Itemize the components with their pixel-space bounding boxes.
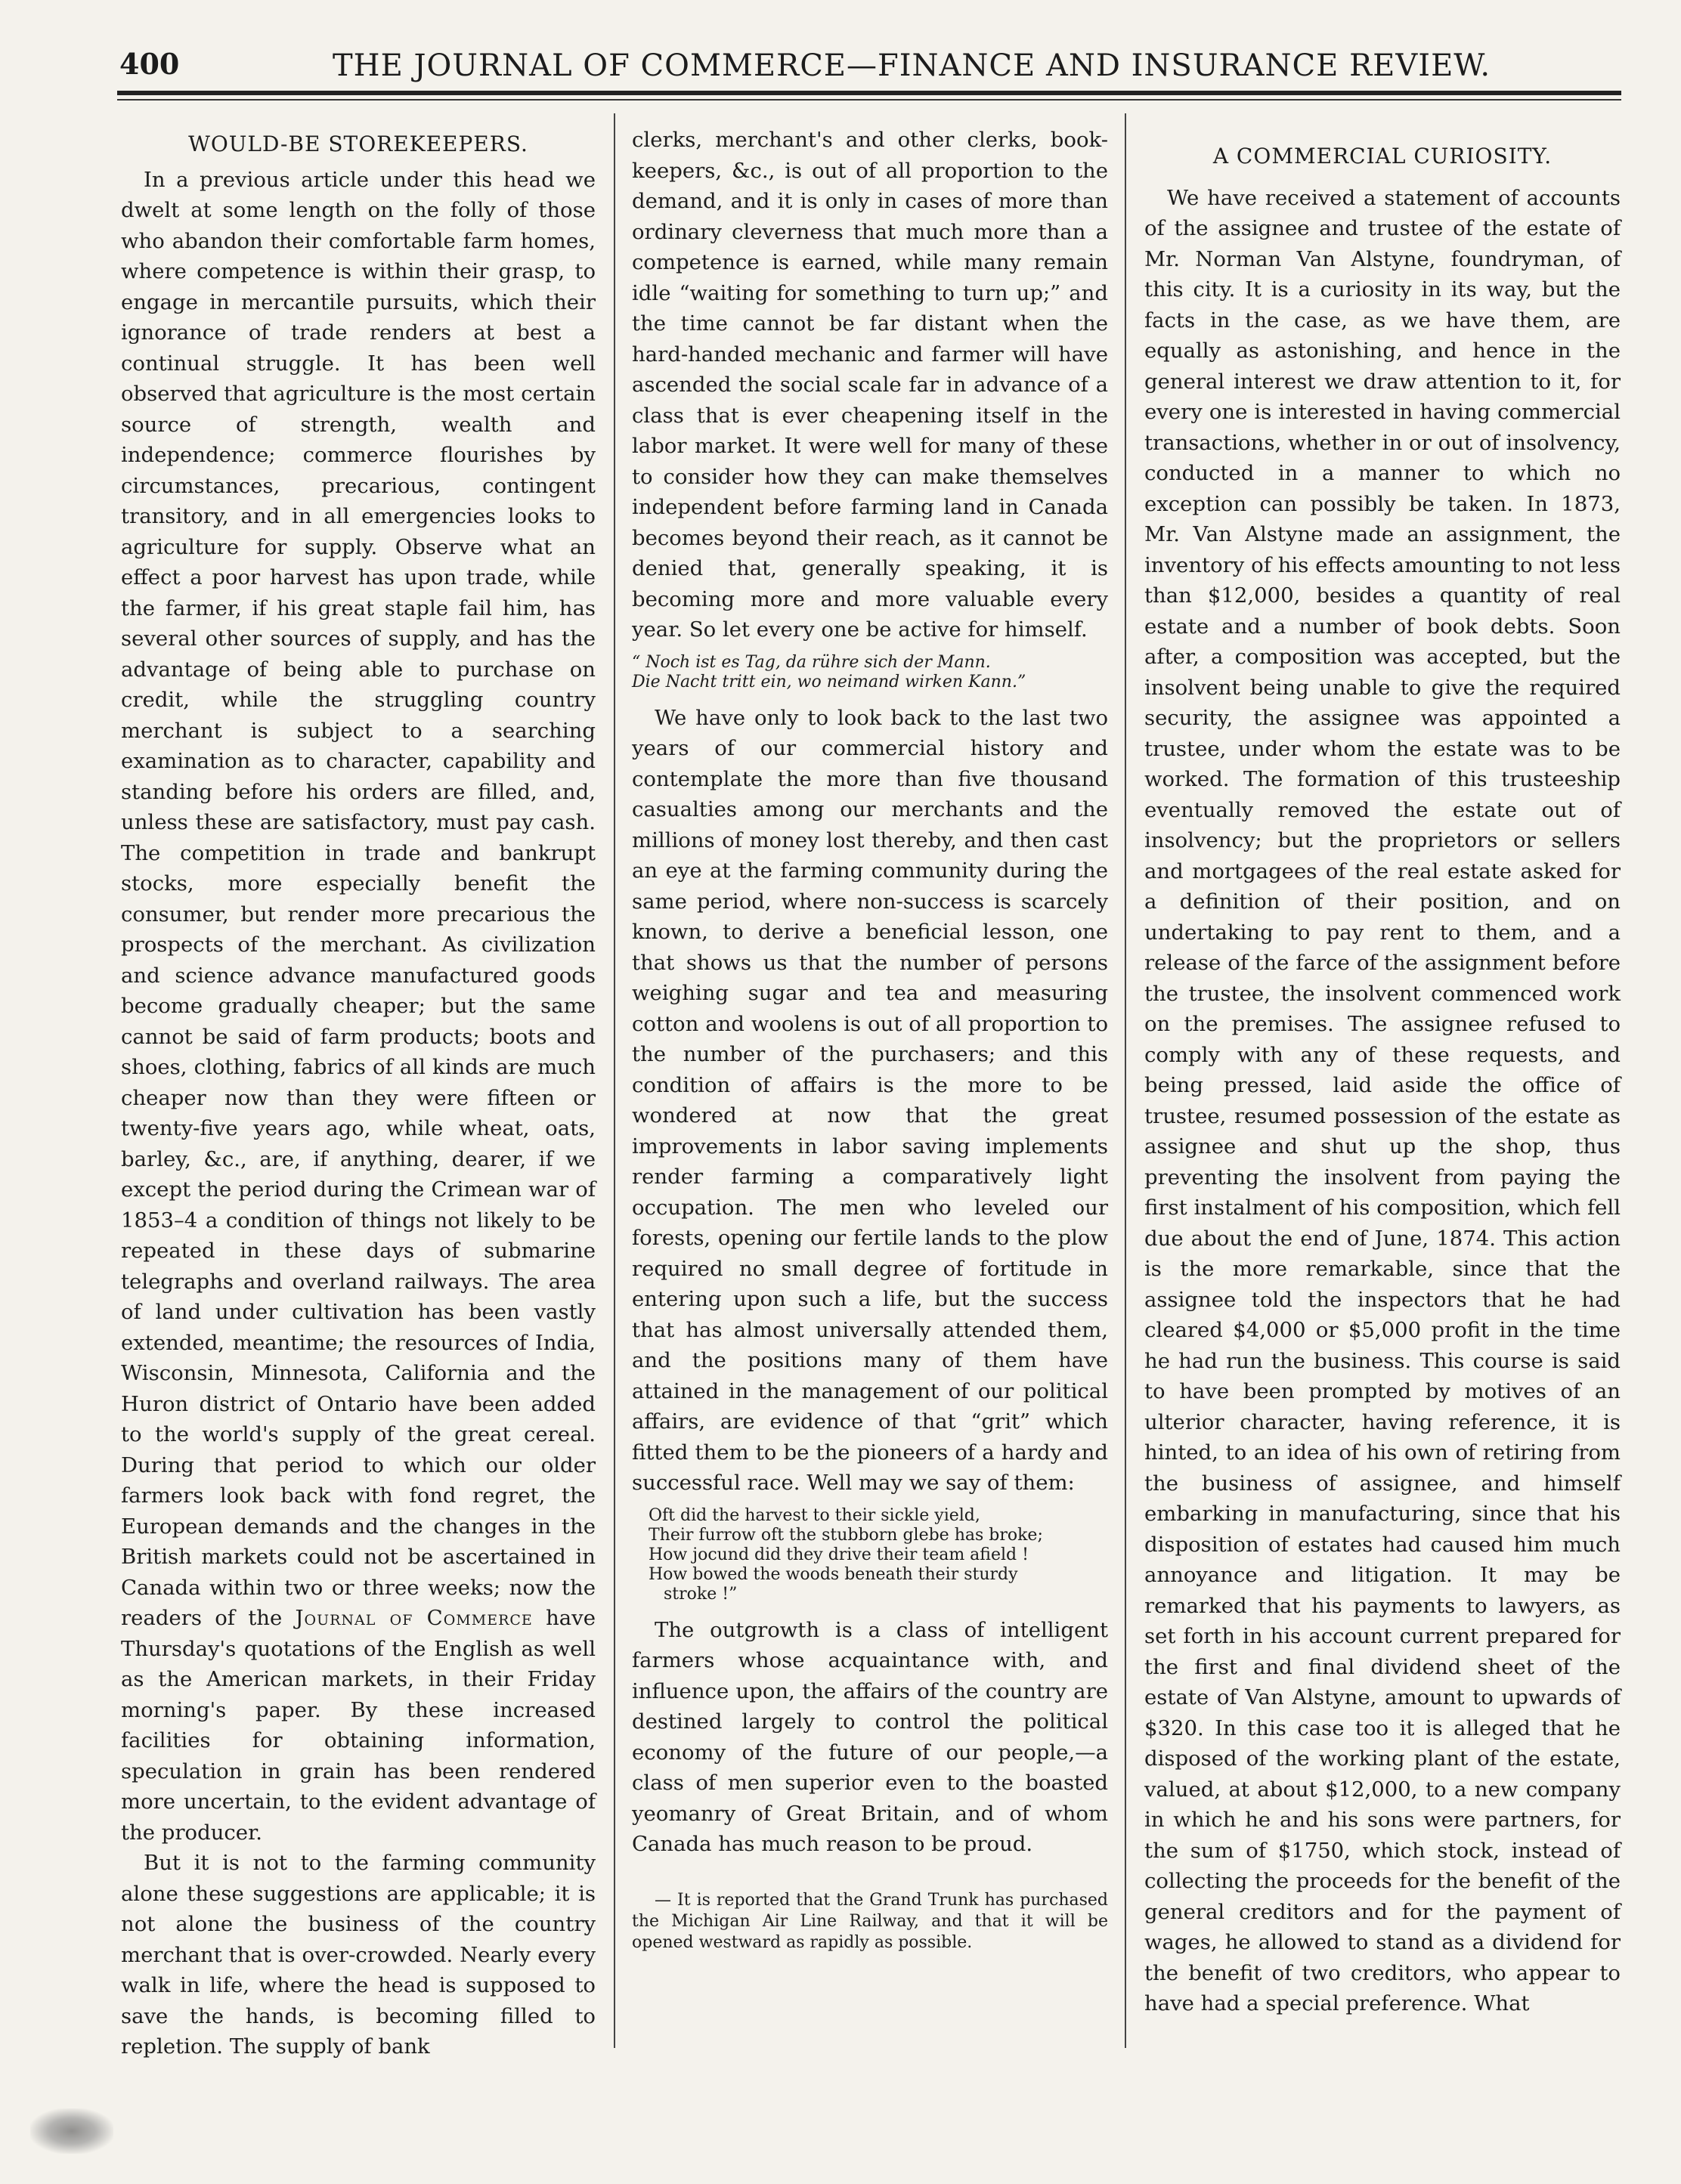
- article-paragraph: The outgrowth is a class of intelligent farmers whose acquaintance with, and influence upon, the affairs of the country are destined largely to control the political economy of the future of our people,—a class of men superior even to the boasted yeomanry of Great Britain, and of whom Canada has much reason to be proud.: [632, 1617, 1108, 1856]
- german-quote: “ Noch ist es Tag, da rühre sich der Mann. Die Nacht tritt ein, wo neimand wirken Kann.”: [632, 652, 1026, 691]
- page-number: 400: [119, 47, 180, 81]
- poem-quote: Oft did the harvest to their sickle yield, Their furrow oft the stubborn glebe has broke; How jocund did they drive their team afield ! How bowed the woods beneath their sturdy stroke !”: [649, 1505, 1043, 1604]
- article-paragraph: We have received a statement of accounts of the assignee and trustee of the estate of Mr. Norman Van Alstyne, foundryman, of this city. It is a curiosity in its way, but the facts in the case, as we have them, are equally as astonishing, and hence in the general interest we draw attention to it, for every one is interested in having commercial transactions, whether in or out of insolvency, conducted in a manner to which no exception can possibly be taken. In 1873, Mr. Van Alstyne made an assignment, the inventory of his effects amounting to not less than $12,000, besides a quantity of real estate and a number of book debts. Soon after, a composition was accepted, but the insolvent being unable to give the required security, the assignee was appointed a trustee, under whom the estate was to be worked. The formation of this trusteeship eventually removed the estate out of insolvency; but the proprietors or sellers and mortgagees of the real estate asked for a definition of their position, and on undertaking to pay rent to them, and a release of the farce of the assignment before the trustee, the insolvent commenced work on the premises. The assignee refused to comply with any of these requests, and being pressed, laid aside the office of trustee, resumed possession of the estate as assignee and shut up the shop, thus preventing the insolvent from paying the first instalment of his composition, which fell due about the end of June, 1874. This action is the more remarkable, since that the assignee told the inspectors that he had cleared $4,000 or $5,000 profit in the time he had run the business. This course is said to have been prompted by motives of an ulterior character, having reference, it is hinted, to an idea of his own of retiring from the business of assignee, and himself embarking in manufacturing, since that his disposition of estates had caused him much annoyance and litigation. It may be remarked that his payments to lawyers, as set forth in his account current prepared for the first and final dividend sheet of the estate of Van Alstyne, amount to upwards of $320. In this case too it is alleged that he disposed of the working plant of the estate, valued, at about $12,000, to a new company in which he and his sons were partners, for the sum of $1750, which stock, instead of collecting the proceeds for the benefit of the general creditors and for the payment of wages, he allowed to stand as a dividend for the benefit of two creditors, who appear to have had a special preference. What: [1144, 185, 1621, 2015]
- header-rule: [117, 91, 1621, 95]
- news-note: — It is reported that the Grand Trunk has purchased the Michigan Air Line Railway, and that it will be opened westward as rapidly as possible.: [632, 1890, 1108, 1952]
- column-2: [632, 125, 1108, 1954]
- article-paragraph: But it is not to the farming community alone these suggestions are applicable; it is not alone the business of the country merchant that is over-crowded. Nearly every walk in life, where the head is supposed to save the hands, is becoming filled to repletion. The supply of bank: [121, 1851, 596, 2059]
- article-paragraph: We have only to look back to the last two years of our commercial history and contemplate the more than five thousand casualties among our merchants and the millions of money lost thereby, and then cast an eye at the farming community during the same period, where non-success is scarcely known, to derive a beneficial lesson, one that shows us that the number of persons weighing sugar and tea and measuring cotton and woolens is out of all proportion to the number of the purchasers; and this condition of affairs is the more to be wondered at now that the great improvements in labor saving implements render farming a comparatively light occupation. The men who leveled our forests, opening our fertile lands to the plow required no small degree of fortitude in entering upon such a life, but the success that has almost universally attended them, and the positions many of them have attained in the management of our political affairs, are evidence of that “grit” which fitted them to be the pioneers of a hardy and successful race. Well may we say of them:: [632, 705, 1108, 1495]
- journal-name: Journal of Commerce: [295, 1606, 533, 1630]
- ink-blot: [30, 2108, 113, 2154]
- running-title: THE JOURNAL OF COMMERCE—FINANCE AND INSURANCE REVIEW.: [333, 48, 1491, 83]
- column-divider: [614, 113, 615, 2048]
- article-title: WOULD-BE STOREKEEPERS.: [188, 131, 528, 156]
- article-paragraph: In a previous article under this head we dwelt at some length on the folly of those who abandon their comfortable farm homes, where competence is within their grasp, to engage in mercantile pursuits, which their ignorance of trade renders at best a continual struggle. It has been well observed that agriculture is the most certain source of strength, wealth and independence; commerce flourishes by circumstances, precarious, contingent transitory, and in all emergencies looks to agriculture for supply. Observe what an effect a poor harvest has upon trade, while the farmer, if his great staple fail him, has several other sources of supply, and has the advantage of being able to purchase on credit, while the struggling country merchant is subject to a searching examination as to character, capability and standing before his orders are filled, and, unless these are satisfactory, must pay cash. The competition in trade and bankrupt stocks, more especially benefit the consumer, but render more precarious the prospects of the merchant. As civilization and science advance manufactured goods become gradually cheaper; but the same cannot be said of farm products; boots and shoes, clothing, fabrics of all kinds are much cheaper now than they were fifteen or twenty-five years ago, while wheat, oats, barley, &c., are, if anything, dearer, if we except the period during the Crimean war of 1853–4 a condition of things not likely to be repeated in these days of submarine telegraphs and overland railways. The area of land under cultivation has been vastly extended, meantime; the resources of India, Wisconsin, Minnesota, California and the Huron district of Ontario have been added to the world's supply of the great cereal. During that period to which our older farmers look back with fond regret, the European demands and the changes in the British markets could not be ascertained in Canada within two or three weeks; now the readers of the Journal of Commerce have Thursday's quotations of the English as well as the American markets, in their Friday morning's paper. By these increased facilities for obtaining information, speculation in grain has been rendered more uncertain, to the evident advantage of the producer.: [121, 167, 596, 1845]
- article-paragraph: clerks, merchant's and other clerks, book-keepers, &c., is out of all proportion to the demand, and it is only in cases of more than ordinary cleverness that much more than a competence is earned, while many remain idle “waiting for something to turn up;” and the time cannot be far distant when the hard-handed mechanic and farmer will have ascended the social scale far in advance of a class that is ever cheapening itself in the labor market. It were well for many of these to consider how they can make themselves independent before farming land in Canada becomes beyond their reach, as it cannot be denied that, generally speaking, it is becoming more and more valuable every year. So let every one be active for himself.: [632, 128, 1108, 642]
- page-header: [113, 47, 1618, 92]
- article-title: A COMMERCIAL CURIOSITY.: [1212, 144, 1553, 169]
- column-divider: [1125, 113, 1126, 2048]
- column-3: [1144, 125, 1621, 2019]
- header-rule-thin: [117, 99, 1621, 101]
- column-1: [121, 125, 596, 2062]
